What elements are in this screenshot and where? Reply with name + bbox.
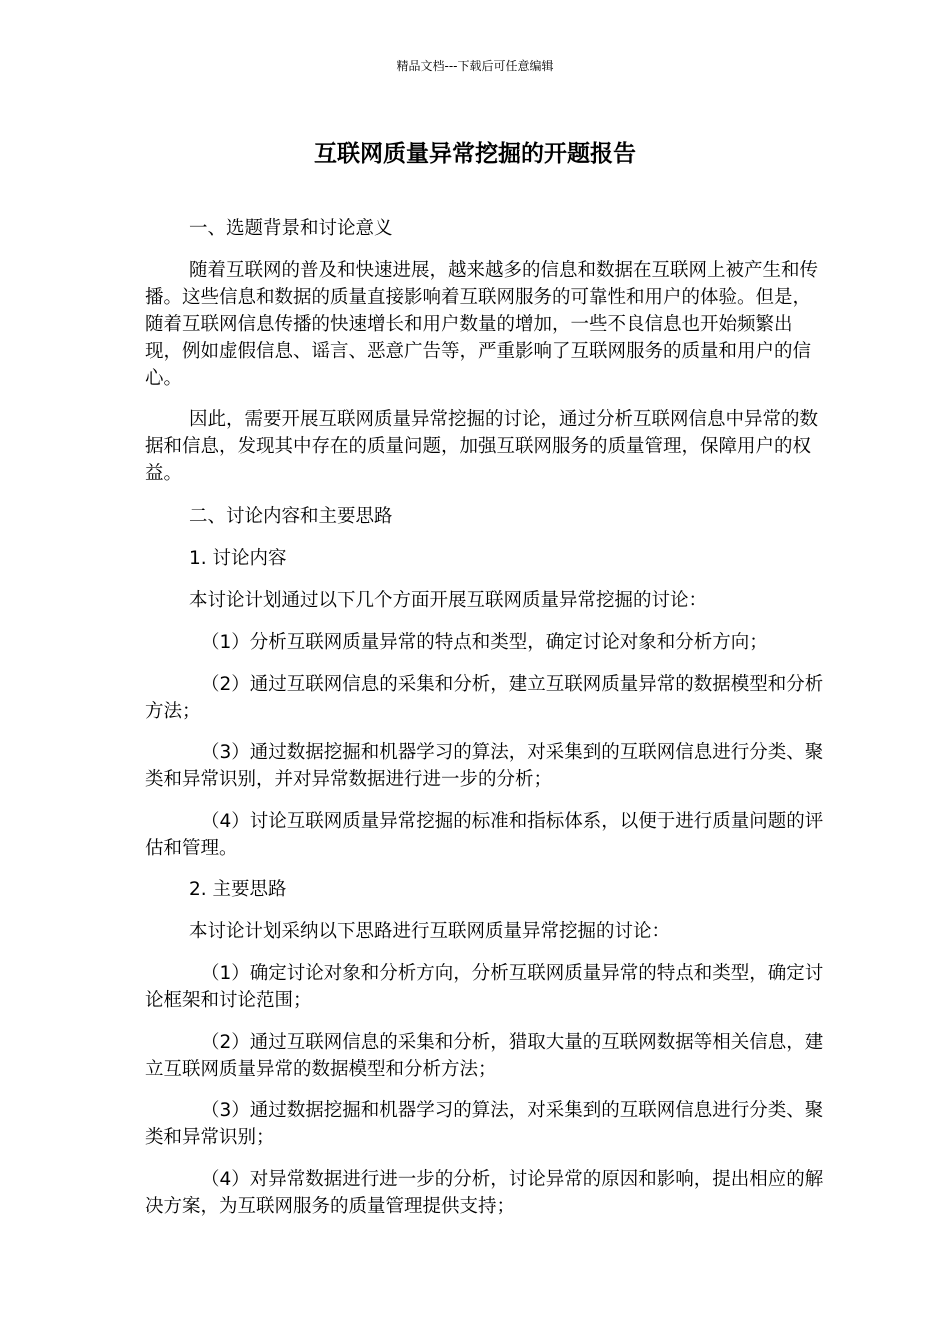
list-item-content-1: （1）分析互联网质量异常的特点和类型，确定讨论对象和分析方向； [201, 632, 768, 653]
section-heading-2: 二、讨论内容和主要思路 [189, 506, 393, 527]
page-header: 精品文档---下载后可任意编辑 [396, 59, 554, 73]
list-item-approach-3: （3）通过数据挖掘和机器学习的算法，对采集到的互联网信息进行分类、聚类和异常识别； [145, 1100, 824, 1148]
list-item-content-4: （4）讨论互联网质量异常挖掘的标准和指标体系，以便于进行质量问题的评估和管理。 [145, 811, 824, 859]
section-heading-1: 一、选题背景和讨论意义 [189, 218, 393, 239]
paragraph-content-intro: 本讨论计划通过以下几个方面开展互联网质量异常挖掘的讨论： [189, 590, 708, 611]
list-item-approach-1: （1）确定讨论对象和分析方向，分析互联网质量异常的特点和类型，确定讨论框架和讨论范围； [145, 963, 824, 1011]
list-item-approach-4: （4）对异常数据进行进一步的分析，讨论异常的原因和影响，提出相应的解决方案，为互联网服务的质量管理提供支持； [145, 1169, 824, 1217]
document-title: 互联网质量异常挖掘的开题报告 [314, 141, 636, 167]
subheading-main-approach: 2. 主要思路 [189, 879, 287, 900]
paragraph-approach-intro: 本讨论计划采纳以下思路进行互联网质量异常挖掘的讨论： [189, 921, 671, 942]
subheading-research-content: 1. 讨论内容 [189, 548, 287, 569]
paragraph-background: 随着互联网的普及和快速进展，越来越多的信息和数据在互联网上被产生和传播。这些信息和数据的质量直接影响着互联网服务的可靠性和用户的体验。但是，随着互联网信息传播的快速增长和用户数量的增加，一些不良信息也开始频繁出现，例如虚假信息、谣言、恶意广告等，严重影响了互联网服务的质量和用户的信心。 [145, 260, 819, 389]
list-item-content-3: （3）通过数据挖掘和机器学习的算法，对采集到的互联网信息进行分类、聚类和异常识别，并对异常数据进行进一步的分析； [145, 742, 824, 790]
paragraph-significance: 因此，需要开展互联网质量异常挖掘的讨论，通过分析互联网信息中异常的数据和信息，发现其中存在的质量问题，加强互联网服务的质量管理，保障用户的权益。 [145, 409, 819, 484]
list-item-content-2: （2）通过互联网信息的采集和分析，建立互联网质量异常的数据模型和分析方法； [145, 674, 824, 722]
list-item-approach-2: （2）通过互联网信息的采集和分析，猎取大量的互联网数据等相关信息，建立互联网质量异常的数据模型和分析方法； [145, 1032, 824, 1080]
